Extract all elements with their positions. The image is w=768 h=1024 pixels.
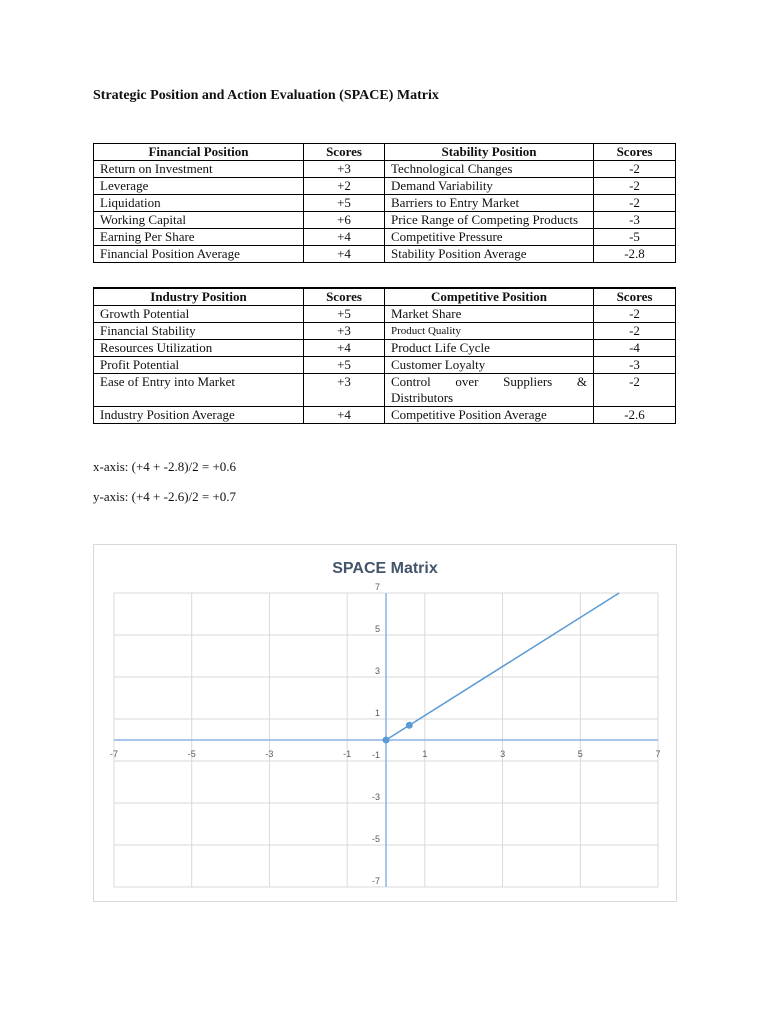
- y-tick-label: -5: [371, 834, 380, 844]
- table-row: [94, 178, 676, 195]
- average-label-cell: Competitive Position Average: [385, 407, 594, 424]
- x-tick-label: -7: [109, 749, 119, 759]
- score-cell: +5: [304, 306, 385, 323]
- table-row: [94, 161, 676, 178]
- score-cell: -2: [594, 306, 676, 323]
- factor-cell: Resources Utilization: [94, 340, 304, 357]
- factor-cell: Liquidation: [94, 195, 304, 212]
- factor-cell: Price Range of Competing Products: [385, 212, 594, 229]
- x-tick-label: 5: [577, 749, 583, 759]
- score-cell: +2: [304, 178, 385, 195]
- document-title: Strategic Position and Action Evaluation (SPACE) Matrix: [93, 88, 439, 103]
- table-row: [94, 374, 676, 407]
- x-axis-equation: x-axis: (+4 + -2.8)/2 = +0.6: [93, 459, 237, 474]
- y-tick-label: -7: [371, 876, 380, 886]
- average-score-cell: +4: [304, 407, 385, 424]
- table-row: [94, 306, 676, 323]
- x-tick-label: 7: [655, 749, 661, 759]
- factor-cell: Growth Potential: [94, 306, 304, 323]
- table-average-row: [94, 246, 676, 263]
- column-header: Competitive Position: [385, 288, 594, 306]
- score-cell: +5: [304, 195, 385, 212]
- table-average-row: [94, 407, 676, 424]
- factor-cell: Demand Variability: [385, 178, 594, 195]
- table-row: [94, 340, 676, 357]
- chart-title: SPACE Matrix: [332, 560, 438, 577]
- score-cell: +5: [304, 357, 385, 374]
- y-tick-label: 3: [374, 666, 380, 676]
- score-cell: -2: [594, 374, 676, 407]
- score-cell: -2: [594, 195, 676, 212]
- industry-competitive-table: [93, 287, 676, 424]
- score-cell: +6: [304, 212, 385, 229]
- x-tick-label: -3: [265, 749, 274, 759]
- column-header: Scores: [304, 288, 385, 306]
- column-header: Stability Position: [385, 144, 594, 161]
- average-score-cell: -2.6: [594, 407, 676, 424]
- y-tick-label: -3: [371, 792, 380, 802]
- table-row: [94, 212, 676, 229]
- score-cell: +4: [304, 340, 385, 357]
- score-cell: -4: [594, 340, 676, 357]
- factor-cell: Product Life Cycle: [385, 340, 594, 357]
- y-tick-label: -1: [371, 750, 380, 760]
- space-matrix-chart: [93, 544, 677, 902]
- average-label-cell: Stability Position Average: [385, 246, 594, 263]
- score-cell: +3: [304, 374, 385, 407]
- average-label-cell: Financial Position Average: [94, 246, 304, 263]
- data-point: [383, 737, 390, 744]
- factor-cell: Financial Stability: [94, 323, 304, 340]
- factor-cell: Control over Suppliers & Distributors: [385, 374, 594, 407]
- factor-cell: Technological Changes: [385, 161, 594, 178]
- score-cell: +3: [304, 323, 385, 340]
- factor-cell: Customer Loyalty: [385, 357, 594, 374]
- y-tick-label: 1: [374, 708, 380, 718]
- average-score-cell: -2.8: [594, 246, 676, 263]
- table-row: [94, 357, 676, 374]
- factor-cell: Profit Potential: [94, 357, 304, 374]
- chart-canvas: [94, 545, 676, 901]
- factor-cell: Product Quality: [385, 323, 594, 340]
- column-header: Scores: [594, 144, 676, 161]
- x-tick-label: -1: [343, 749, 352, 759]
- financial-stability-table: [93, 143, 676, 263]
- column-header: Scores: [594, 288, 676, 306]
- factor-cell: Return on Investment: [94, 161, 304, 178]
- factor-cell: Working Capital: [94, 212, 304, 229]
- score-cell: -3: [594, 212, 676, 229]
- factor-cell: Earning Per Share: [94, 229, 304, 246]
- factor-cell: Leverage: [94, 178, 304, 195]
- factor-cell: Ease of Entry into Market: [94, 374, 304, 407]
- score-cell: +3: [304, 161, 385, 178]
- score-cell: +4: [304, 229, 385, 246]
- y-axis-equation: y-axis: (+4 + -2.6)/2 = +0.7: [93, 489, 237, 504]
- column-header: Scores: [304, 144, 385, 161]
- table-header-row: [94, 288, 676, 306]
- score-cell: -2: [594, 161, 676, 178]
- y-tick-label: 5: [374, 624, 380, 634]
- table-row: [94, 323, 676, 340]
- score-cell: -2: [594, 178, 676, 195]
- factor-cell: Competitive Pressure: [385, 229, 594, 246]
- score-cell: -3: [594, 357, 676, 374]
- table-header-row: [94, 144, 676, 161]
- average-score-cell: +4: [304, 246, 385, 263]
- column-header: Financial Position: [94, 144, 304, 161]
- score-cell: -2: [594, 323, 676, 340]
- column-header: Industry Position: [94, 288, 304, 306]
- factor-cell: Market Share: [385, 306, 594, 323]
- x-tick-label: 1: [422, 749, 428, 759]
- x-tick-label: 3: [500, 749, 506, 759]
- table-row: [94, 229, 676, 246]
- score-cell: -5: [594, 229, 676, 246]
- data-point: [406, 722, 413, 729]
- y-tick-label: 7: [374, 582, 380, 592]
- average-label-cell: Industry Position Average: [94, 407, 304, 424]
- factor-cell: Barriers to Entry Market: [385, 195, 594, 212]
- x-tick-label: -5: [187, 749, 196, 759]
- table-row: [94, 195, 676, 212]
